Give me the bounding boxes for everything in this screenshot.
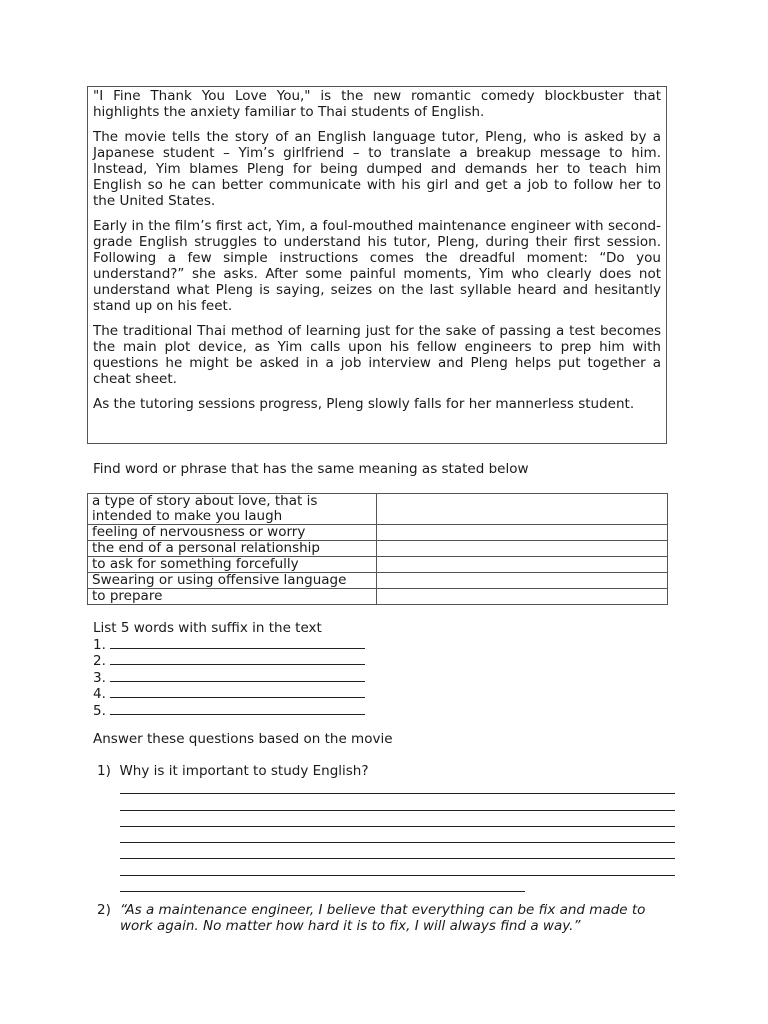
reading-passage — [87, 86, 667, 444]
vocab-definition: a type of story about love, that is intended to make you laugh — [88, 494, 377, 525]
answer-line[interactable] — [120, 794, 675, 810]
vocab-answer-cell[interactable] — [377, 573, 668, 589]
answer-blank[interactable] — [110, 637, 365, 649]
list-item — [93, 653, 365, 670]
answer-line[interactable] — [120, 843, 675, 859]
list-item — [93, 670, 365, 687]
answer-blank[interactable] — [110, 670, 365, 682]
vocab-definition: to ask for something forcefully — [88, 557, 377, 573]
vocab-definition: the end of a personal relationship — [88, 541, 377, 557]
answer-line[interactable] — [120, 859, 675, 875]
table-row — [88, 525, 668, 541]
list-item — [93, 703, 365, 720]
passage-paragraph: The traditional Thai method of learning just for the sake of passing a test becomes the main plot device, as Yim calls upon his fellow engineers to prep him with questions he might be asked in a job interview and Pleng helps put together a cheat sheet. — [93, 323, 661, 387]
answer-blank[interactable] — [110, 686, 365, 698]
vocab-definition: Swearing or using offensive language — [88, 573, 377, 589]
table-row — [88, 573, 668, 589]
answer-line[interactable] — [120, 778, 675, 794]
vocab-answer-cell[interactable] — [377, 494, 668, 525]
list-item — [93, 637, 365, 654]
questions-title: Answer these questions based on the movie — [93, 731, 393, 747]
vocab-answer-cell[interactable] — [377, 589, 668, 605]
question-number: 1) — [97, 763, 111, 779]
item-number: 2. — [93, 653, 106, 669]
passage-paragraph: The movie tells the story of an English language tutor, Pleng, who is asked by a Japanese student – Yim’s girlfriend – to translate a breakup message to him. Instead, Yim blames Pleng for being dumped and demands her to teach him English so he can better communicate with his girl and get a job to follow her to the United States. — [93, 129, 661, 209]
answer-line[interactable] — [120, 811, 675, 827]
answer-line[interactable] — [120, 827, 675, 843]
vocab-definition: feeling of nervousness or worry — [88, 525, 377, 541]
item-number: 3. — [93, 669, 106, 686]
question-2 — [97, 902, 677, 934]
vocab-instruction: Find word or phrase that has the same meaning as stated below — [93, 461, 529, 477]
item-number: 4. — [93, 686, 106, 702]
table-row — [88, 589, 668, 605]
suffix-title: List 5 words with suffix in the text — [93, 620, 322, 636]
vocab-answer-cell[interactable] — [377, 525, 668, 541]
table-row — [88, 494, 668, 525]
question-text: Why is it important to study English? — [119, 763, 369, 779]
vocab-answer-cell[interactable] — [377, 541, 668, 557]
answer-blank[interactable] — [110, 653, 365, 665]
question-number: 2) — [97, 902, 111, 918]
item-number: 1. — [93, 636, 106, 653]
answer-lines[interactable] — [120, 778, 675, 892]
vocab-table — [87, 493, 668, 605]
vocab-definition: to prepare — [88, 589, 377, 605]
answer-blank[interactable] — [110, 703, 365, 715]
item-number: 5. — [93, 702, 106, 719]
suffix-section — [93, 621, 365, 719]
table-row — [88, 557, 668, 573]
question-1 — [97, 763, 369, 779]
table-row — [88, 541, 668, 557]
passage-paragraph: As the tutoring sessions progress, Pleng slowly falls for her mannerless student. — [93, 396, 635, 412]
list-item — [93, 686, 365, 703]
question-text: “As a maintenance engineer, I believe that everything can be fix and made to work again. No matter how hard it is to fix, I will always find a way.” — [120, 902, 646, 934]
vocab-answer-cell[interactable] — [377, 557, 668, 573]
answer-line[interactable] — [120, 876, 525, 892]
passage-paragraph: Early in the film’s first act, Yim, a foul-mouthed maintenance engineer with second-grade English struggles to understand his tutor, Pleng, during their first session. Following a few simple instructions comes the dreadful moment: “Do you understand?” she asks. After some painful moments, Yim who clearly does not understand what Pleng is saying, seizes on the last syllable heard and hesitantly stand up on his feet. — [93, 218, 661, 314]
passage-paragraph: "I Fine Thank You Love You," is the new romantic comedy blockbuster that highlights the anxiety familiar to Thai students of English. — [93, 88, 661, 120]
